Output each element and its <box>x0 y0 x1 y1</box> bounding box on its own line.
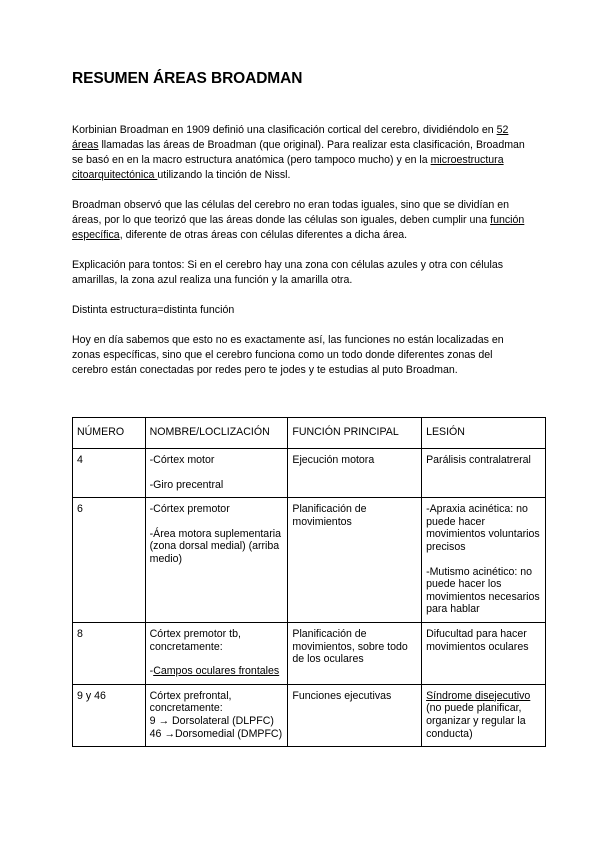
cell-numero: 8 <box>73 622 146 684</box>
cell-funcion: Ejecución motora <box>288 449 422 498</box>
cell-line: -Apraxia acinética: no puede hacer movimientos voluntarios precisos <box>426 503 540 553</box>
text-span: utilizando la tinción de Nissl. <box>157 169 291 181</box>
page-title: RESUMEN ÁREAS BROADMAN <box>72 70 303 87</box>
cell-lesion <box>422 684 546 746</box>
cell-line: 46 →Dorsomedial (DMPFC) <box>149 727 283 740</box>
text-span: Korbinian Broadman en 1909 definió una clasificación cortical del cerebro, dividiéndolo en <box>72 124 497 136</box>
cell-line: Córtex prefrontal, concretamente: <box>149 689 232 715</box>
paragraph-explanation: Explicación para tontos: Si en el cerebro hay una zona con células azules y otra con células amarillas, la zona azul realiza una función y la amarilla otra. <box>72 259 504 286</box>
cell-numero: 4 <box>73 449 146 498</box>
spacer <box>426 554 541 566</box>
cell-funcion: Planificación de movimientos <box>288 498 422 623</box>
cell-line: -Área motora suplementaria (zona dorsal medial) (arriba medio) <box>149 527 281 565</box>
paragraph-summary: Distinta estructura=distinta función <box>72 304 235 316</box>
cell-lesion: Difucultad para hacer movimientos oculares <box>422 622 546 684</box>
areas-table <box>72 417 546 747</box>
spacer <box>150 653 284 665</box>
cell-line: -Córtex premotor <box>149 503 230 516</box>
text-span: , diferente de otras áreas con células diferentes a dicha área. <box>119 229 408 241</box>
header-funcion: FUNCIÓN PRINCIPAL <box>288 418 422 449</box>
cell-nombre <box>145 684 288 746</box>
underlined-text: Campos oculares frontales <box>153 665 280 678</box>
cell-funcion: Planificación de movimientos, sobre todo de los oculares <box>288 622 422 684</box>
spacer <box>150 467 284 479</box>
document-page <box>72 70 528 378</box>
underlined-text: microestructura citoarquitectónica <box>72 154 504 181</box>
cell-lesion <box>422 498 546 623</box>
header-nombre: NOMBRE/LOCLIZACIÓN <box>145 418 288 449</box>
underlined-text: 52 áreas <box>72 124 509 151</box>
paragraph-intro <box>72 123 528 183</box>
cell-numero: 9 y 46 <box>73 684 146 746</box>
spacer <box>150 516 284 528</box>
cell-line <box>150 665 284 678</box>
cell-line: -Córtex motor <box>149 454 215 466</box>
paragraph-observation <box>72 198 528 243</box>
cell-numero: 6 <box>73 498 146 623</box>
table-row <box>73 622 546 684</box>
text-span: - <box>149 665 154 678</box>
cell-line: -Mutismo acinético: no puede hacer los movimientos necesarios para hablar <box>426 565 540 616</box>
cell-line: -Giro precentral <box>149 478 224 491</box>
cell-nombre <box>145 449 288 498</box>
cell-funcion: Funciones ejecutivas <box>288 684 422 746</box>
paragraph-today: Hoy en día sabemos que esto no es exactamente así, las funciones no están localizadas en zonas específicas, sino que el cerebro funciona como un todo donde diferentes zonas del cerebro están conectadas por redes pero te jodes y te estudias al puto Broadman. <box>72 334 504 376</box>
table-row <box>73 684 546 746</box>
cell-nombre <box>145 622 288 684</box>
underlined-text: función específica <box>72 214 525 241</box>
table-header-row <box>73 418 546 449</box>
cell-line: 9 → Dorsolateral (DLPFC) <box>149 714 274 727</box>
text-span: (no puede planificar, organizar y regular la conducta) <box>426 702 526 740</box>
header-numero: NÚMERO <box>73 418 146 449</box>
text-span: llamadas las áreas de Broadman (que original). Para realizar esta clasificación, Broadman se basó en en la macro estructura anatómica (pero tampoco mucho) y en la <box>72 139 525 166</box>
underlined-text: Síndrome disejecutivo <box>426 689 531 702</box>
text-span: Broadman observó que las células del cerebro no eran todas iguales, sino que se dividían en áreas, por lo que teorizó que las áreas donde las células son iguales, deben cumplir una <box>72 199 509 226</box>
table-row <box>73 449 546 498</box>
header-lesion: LESIÓN <box>422 418 546 449</box>
cell-nombre <box>145 498 288 623</box>
cell-lesion: Parálisis contralatreral <box>422 449 546 498</box>
table-row <box>73 498 546 623</box>
cell-line: Córtex premotor tb, concretamente: <box>149 627 241 653</box>
